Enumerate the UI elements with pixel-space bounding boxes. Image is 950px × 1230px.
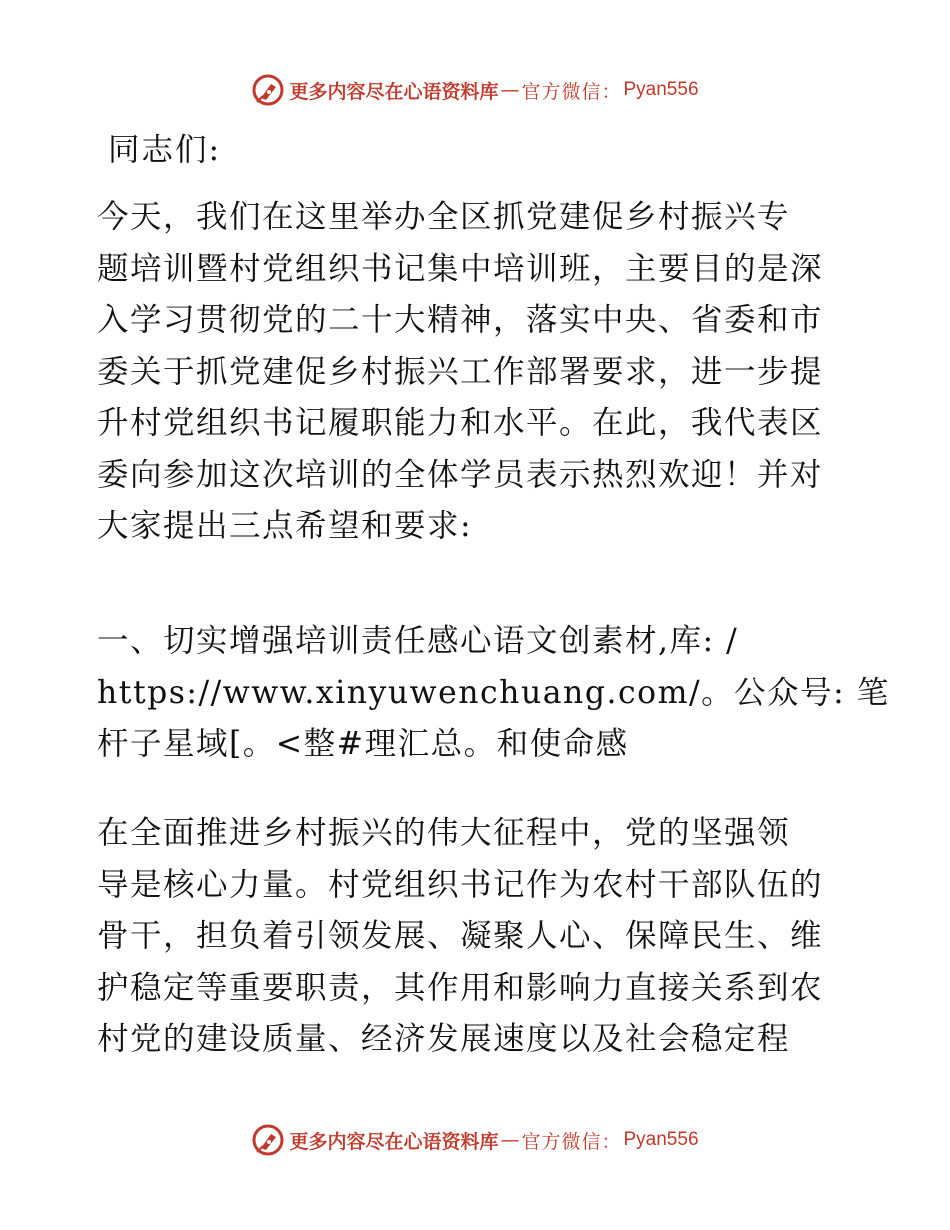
banner-title: 更多内容尽在心语资料库 xyxy=(289,1130,499,1153)
footer-banner xyxy=(0,1122,950,1158)
text-line: 委关于抓党建促乡村振兴工作部署要求，进一步提 xyxy=(97,353,824,390)
greeting: 同志们: xyxy=(108,132,222,168)
pen-nib-circle-icon xyxy=(251,73,285,107)
text-line: 在全面推进乡村振兴的伟大征程中，党的坚强领 xyxy=(97,815,791,851)
banner-separator: — xyxy=(500,1129,520,1151)
text-line: 今天，我们在这里举办全区抓党建促乡村振兴专 xyxy=(97,199,791,235)
text-line: 入学习贯彻党的二十大精神，落实中央、省委和市 xyxy=(97,302,824,338)
paragraph-body xyxy=(97,808,857,1066)
section-heading-1 xyxy=(97,616,890,771)
banner-wechat-label: 官方微信： xyxy=(521,80,622,103)
banner-wechat-id: Pyan556 xyxy=(623,1129,699,1150)
text-line: 升村党组织书记履职能力和水平。在此，我代表区 xyxy=(97,405,824,441)
paragraph-intro xyxy=(97,192,857,553)
text-line: https://www.xinyuwenchuang.com/。公众号: 笔 xyxy=(97,674,890,711)
header-banner xyxy=(0,72,950,108)
banner-title: 更多内容尽在心语资料库 xyxy=(289,80,499,103)
text-line: 骨干，担负着引领发展、凝聚人心、保障民生、维 xyxy=(97,918,824,954)
text-line: 护稳定等重要职责，其作用和影响力直接关系到农 xyxy=(97,969,824,1006)
text-line: 导是核心力量。村党组织书记作为农村干部队伍的 xyxy=(97,866,824,903)
banner-wechat-label: 官方微信： xyxy=(521,1130,622,1153)
text-line: 杆子星域[。<整#理汇总。和使命感 xyxy=(97,726,629,762)
text-line: 一、切实增强培训责任感心语文创素材,库: / xyxy=(97,623,739,659)
text-line: 委向参加这次培训的全体学员表示热烈欢迎！并对 xyxy=(97,456,824,493)
banner-separator: — xyxy=(500,79,520,101)
text-line: 村党的建设质量、经济发展速度以及社会稳定程 xyxy=(97,1021,791,1057)
pen-nib-circle-icon xyxy=(251,1123,285,1157)
text-line: 题培训暨村党组织书记集中培训班，主要目的是深 xyxy=(97,250,824,287)
text-line: 大家提出三点希望和要求: xyxy=(97,508,473,544)
banner-wechat-id: Pyan556 xyxy=(623,79,699,100)
